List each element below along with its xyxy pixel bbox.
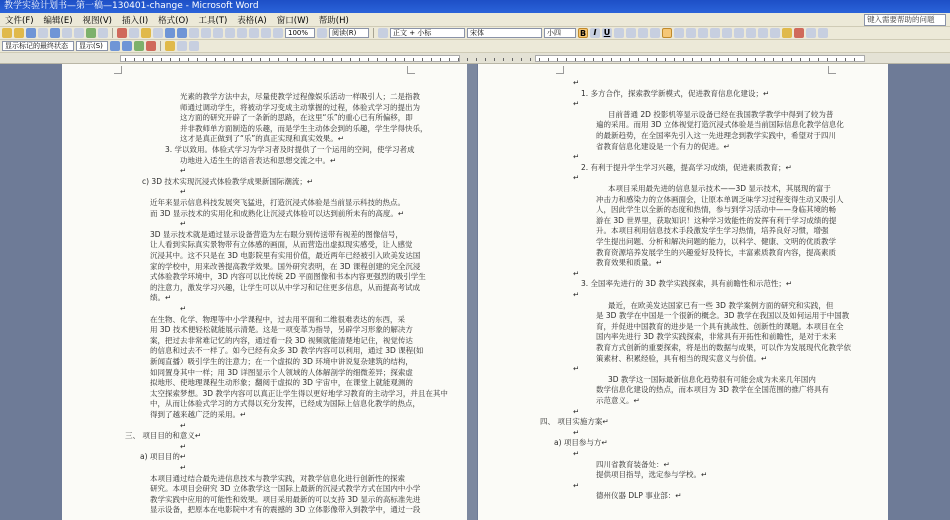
ruler-tick <box>683 58 684 61</box>
document-line: 本项目通过结合最先进信息技术与教学实践，对教学信息化进行创新性的探索 <box>150 473 405 483</box>
ruler-tick <box>440 58 441 61</box>
ruler-tick <box>260 58 261 61</box>
ruler-tick <box>584 58 585 61</box>
document-line: 教学实践中应用的可能性和效果。项目采用最新的可以支持 3D 显示的高标准先进 <box>150 494 421 504</box>
document-line: 研究。本项目会研究 3D 立体教学这一国际上最新的沉浸式教学方式在国内中小学 <box>150 484 421 494</box>
reject-change-icon[interactable] <box>146 41 156 51</box>
document-line: 四川省教育装备处：↵ <box>596 459 670 469</box>
document-line: 育，并促进中国教育的进步是一个具有挑战性、创新性的课题。本项目在全 <box>596 321 844 331</box>
tables-borders-icon[interactable] <box>201 28 211 38</box>
document-line: 教育效果和质量。↵ <box>596 258 663 268</box>
ruler-tick <box>341 58 342 61</box>
ruler-tick <box>494 58 495 61</box>
ruler-tick <box>395 58 396 61</box>
ruler-tick <box>755 58 756 61</box>
document-line: ↵ <box>573 152 580 162</box>
ruler-tick <box>386 58 387 61</box>
ruler-tick <box>467 58 468 61</box>
document-line: 3. 全国率先进行的 3D 教学实践探索，具有前瞻性和示范性；↵ <box>581 279 793 289</box>
document-line: 让人看到实际真实景物带有立体感的画面，从而营造出虚拟现实感受，让人感觉 <box>150 240 413 250</box>
ruler-tick <box>404 58 405 61</box>
document-map-icon[interactable] <box>261 28 271 38</box>
document-line: ↵ <box>573 406 580 416</box>
bold-button[interactable]: B <box>579 29 587 38</box>
menu-help[interactable]: 帮助(H) <box>318 15 349 26</box>
standard-toolbar <box>0 27 950 40</box>
ruler-tick <box>170 58 171 61</box>
ruler-tick <box>557 58 558 61</box>
ruler-tick <box>629 58 630 61</box>
ruler-tick <box>782 58 783 61</box>
document-line: 人，因此学生以全新的态度和热情，参与到学习活动中——身临其境的畅 <box>596 205 836 215</box>
ruler-tick <box>242 58 243 61</box>
ruler-tick <box>188 58 189 61</box>
document-line: 近年来显示信息科技发展突飞猛进，打造沉浸式体验是当前显示科技的热点。 <box>150 198 405 207</box>
ruler-tick <box>809 58 810 61</box>
ruler-tick <box>602 58 603 61</box>
outside-border-icon[interactable] <box>770 28 780 38</box>
highlight-icon[interactable] <box>782 28 792 38</box>
document-line: 绩。↵ <box>150 293 172 303</box>
document-line: ↵ <box>180 166 187 176</box>
help-search-input[interactable]: 键入需要帮助的问题 <box>864 14 946 26</box>
ruler-tick <box>566 58 567 61</box>
char-border-icon[interactable] <box>614 28 624 38</box>
ruler-tick <box>845 58 846 61</box>
document-line: 德州仪器 DLP 事业部：↵ <box>596 491 682 501</box>
research-icon[interactable] <box>98 28 108 38</box>
numbering-icon[interactable] <box>722 28 732 38</box>
bullets-icon[interactable] <box>734 28 744 38</box>
document-line: 1. 多方合作，探索教学新模式，促进教育信息化建设；↵ <box>581 88 770 98</box>
document-line: 策素材、积累经验，具有相当的现实意义与价值。↵ <box>596 353 768 363</box>
help-icon[interactable] <box>317 28 327 38</box>
document-line: 新闻直播）吸引学生的注意力；在一个虚拟的 3D 环境中讲说复杂建筑的结构， <box>150 357 413 366</box>
document-line: 遍的采用。而用 3D 立体视觉打造沉浸式体验是当前国际信息化教学信息化 <box>596 120 844 130</box>
font-select[interactable]: 宋体 <box>467 28 542 38</box>
document-line: 功地进入适生生的语音表达和思想交流之中。↵ <box>180 155 337 165</box>
document-line: 如同置身其中一样；用 3D 详图显示个人领域的人体解剖学的细微差异；探索虚 <box>150 367 413 377</box>
ruler-tick <box>800 58 801 61</box>
menu-edit[interactable]: 编辑(E) <box>43 15 73 26</box>
previous-change-icon[interactable] <box>110 41 120 51</box>
copy-icon[interactable] <box>129 28 139 38</box>
ruler-tick <box>620 58 621 61</box>
phonetic-guide-icon[interactable] <box>806 28 816 38</box>
reviewing-pane-icon[interactable] <box>189 41 199 51</box>
line-spacing-icon[interactable] <box>710 28 720 38</box>
ruler-tick <box>296 58 297 61</box>
ruler-tick <box>548 58 549 61</box>
document-line: ↵ <box>573 173 580 183</box>
permission-icon[interactable] <box>38 28 48 38</box>
document-line: ↵ <box>180 219 187 229</box>
document-line: 教育资源培养发展学生的兴趣爱好及特长，丰富素质教育内容，提高素质 <box>596 247 836 257</box>
ruler-tick <box>368 58 369 61</box>
document-page-right[interactable] <box>478 64 888 520</box>
document-line: 目前普通 2D 投影机等显示设备已经在我国教学教学中得到了较为普 <box>608 109 834 119</box>
justify-icon[interactable] <box>662 28 672 38</box>
document-line: 本项目采用最先进的信息显示技术——3D 显示技术，其展现的富于 <box>608 184 831 193</box>
horizontal-ruler[interactable] <box>0 53 950 64</box>
crop-mark <box>828 66 836 74</box>
document-line: 得到了越来越广泛的采用。↵ <box>150 410 247 419</box>
zoom-select[interactable]: 100% <box>285 28 315 38</box>
insert-table-icon[interactable] <box>213 28 223 38</box>
page-gap <box>467 64 477 520</box>
document-line: 光素的教学方法中去，尽量使教学过程像娱乐活动一样吸引人；二是指教 <box>180 92 420 101</box>
spelling-icon[interactable] <box>86 28 96 38</box>
menu-bar <box>0 13 950 27</box>
ruler-tick <box>692 58 693 61</box>
document-line: 沉浸其中。这不只是在 3D 电影院里有实用价值，最近两年已经被引入欧美发达国 <box>150 251 421 260</box>
char-shading-icon[interactable] <box>626 28 636 38</box>
menu-insert[interactable]: 插入(I) <box>122 15 149 26</box>
document-line: 提供项目指导，选定参与学校。↵ <box>596 470 708 480</box>
ruler-tick <box>161 58 162 61</box>
ruler-tick <box>278 58 279 61</box>
menu-table[interactable]: 表格(A) <box>237 15 267 26</box>
styles-pane-icon[interactable] <box>378 28 388 38</box>
document-line: 师通过调动学生，将被动学习变成主动掌握的过程，体验式学习的提出为 <box>180 102 420 112</box>
char-scaling-icon[interactable] <box>638 28 648 38</box>
document-line: 拟地形、使地理课程生动形象；翻阅于虚拟的 3D 宇宙中，在课堂上就能观测的 <box>150 378 413 388</box>
increase-indent-icon[interactable] <box>758 28 768 38</box>
save-icon[interactable] <box>26 28 36 38</box>
menu-window[interactable]: 窗口(W) <box>276 15 309 26</box>
align-right-icon[interactable] <box>686 28 696 38</box>
ruler-tick <box>512 58 513 61</box>
ruler-tick <box>350 58 351 61</box>
ruler-tick <box>152 58 153 61</box>
ruler-tick <box>125 58 126 61</box>
ruler-tick <box>773 58 774 61</box>
ruler-tick <box>854 58 855 61</box>
ruler-tick <box>521 58 522 61</box>
document-line: 数学信息化建设的热点，而本项目为 3D 教学在全国范围的推广将具有 <box>596 385 829 395</box>
ruler-tick <box>332 58 333 61</box>
ruler-tick <box>305 58 306 61</box>
document-page-left[interactable] <box>62 64 467 520</box>
ruler-tick <box>656 58 657 61</box>
format-painter-icon[interactable] <box>153 28 163 38</box>
track-changes-icon[interactable] <box>177 41 187 51</box>
print-preview-icon[interactable] <box>74 28 84 38</box>
read-button[interactable]: 阅读(R) <box>329 28 369 38</box>
document-line: 3D 显示技术就是通过显示设备营造为左右眼分别传送带有视差的图像信号， <box>150 229 403 239</box>
document-line: ↵ <box>180 187 187 197</box>
email-icon[interactable] <box>50 28 60 38</box>
print-icon[interactable] <box>62 28 72 38</box>
reviewing-toolbar <box>0 40 950 53</box>
new-document-icon[interactable] <box>2 28 12 38</box>
paste-icon[interactable] <box>141 28 151 38</box>
ruler-tick <box>647 58 648 61</box>
menu-view[interactable]: 视图(V) <box>82 15 112 26</box>
cut-icon[interactable] <box>117 28 127 38</box>
document-line: 示范意义。↵ <box>596 396 640 405</box>
ruler-tick <box>224 58 225 61</box>
ruler-tick <box>206 58 207 61</box>
insert-comment-icon[interactable] <box>165 41 175 51</box>
crop-mark <box>407 66 415 74</box>
separator <box>160 41 161 51</box>
document-line: ↵ <box>180 304 187 313</box>
ruler-tick <box>314 58 315 61</box>
ruler-tick <box>746 58 747 61</box>
document-line: 的最新趋势，在全国率先引入这一先进理念到教学实践中，希望对于四川 <box>596 131 836 140</box>
document-line: ↵ <box>573 480 580 490</box>
ruler-tick <box>827 58 828 61</box>
document-line: ↵ <box>573 449 580 458</box>
ruler-tick <box>359 58 360 61</box>
ruler-tick <box>611 58 612 61</box>
document-line: 冲击力和感染力的立体画面会，让原本单调乏味学习过程变得生动又吸引人 <box>596 194 844 204</box>
drawing-icon[interactable] <box>249 28 259 38</box>
document-line: ↵ <box>573 268 580 278</box>
document-workspace <box>0 64 950 520</box>
ruler-tick <box>251 58 252 61</box>
ruler-tick <box>791 58 792 61</box>
ruler-tick <box>413 58 414 61</box>
document-line: c) 3D 技术实现沉浸式体验教学成果新国际潮流；↵ <box>142 176 314 186</box>
ruler-tick <box>665 58 666 61</box>
show-menu-button[interactable]: 显示(S) <box>76 41 108 51</box>
ruler-tick <box>179 58 180 61</box>
document-line: ↵ <box>573 364 580 374</box>
ruler-tick <box>728 58 729 61</box>
ruler-tick <box>539 58 540 61</box>
ruler-tick <box>287 58 288 61</box>
font-size-select[interactable]: 小四 <box>544 28 576 38</box>
align-left-icon[interactable] <box>650 28 660 38</box>
separator <box>112 28 113 38</box>
ruler-tick <box>818 58 819 61</box>
document-line: 而 3D 显示技术的实用化和成熟化让沉浸式体验可以达到前所未有的高度。↵ <box>150 208 405 218</box>
document-line: 案，把过去非常难记忆的内容，通过看一段 3D 视频就能清楚地记住，视觉传达 <box>150 335 413 345</box>
show-hide-icon[interactable] <box>273 28 283 38</box>
document-line: a) 项目目的↵ <box>140 452 187 462</box>
document-line: 省教育信息化建设是一个有力的促进。↵ <box>596 141 730 151</box>
document-line: 教育方式创新的重要探索，将是出的数据与成果，可以作为发展现代化教学依 <box>596 343 851 352</box>
ruler-tick <box>836 58 837 61</box>
markup-display-select[interactable]: 显示标记的最终状态 <box>2 41 74 51</box>
enclose-char-icon[interactable] <box>818 28 828 38</box>
document-line: ↵ <box>180 441 187 451</box>
document-line: 中，从而让体验式学习的方式得以充分发挥，已经成为国际上信息化教学的热点， <box>150 399 420 409</box>
accept-change-icon[interactable] <box>134 41 144 51</box>
ruler-tick <box>449 58 450 61</box>
document-line: 三、 项目目的和意义↵ <box>125 431 202 441</box>
document-line: 3D 教学这一国际最新信息化趋势很有可能会成为未来几年国内 <box>608 374 816 384</box>
ruler-tick <box>143 58 144 61</box>
document-line: ↵ <box>573 290 580 299</box>
underline-button[interactable]: U <box>603 28 611 37</box>
document-line: 用 3D 技术便轻松就能展示清楚。这是一项变革为指导，另辟学习形象的解决方 <box>150 325 413 335</box>
menu-file[interactable]: 文件(F) <box>5 15 34 26</box>
document-line: ↵ <box>573 427 580 437</box>
document-line: 并非教师单方面制造的乐趣，而是学生主动体会到的乐趣，学生学得快乐， <box>180 123 428 133</box>
document-line: 的信息和过去不一样了。如今已经有众多 3D 教学内容可以利用，通过 3D 课程(如 <box>150 346 424 356</box>
ruler-tick <box>530 58 531 61</box>
window-title: 教学实验计划书—第一稿—130401-change - Microsoft Word <box>0 0 950 13</box>
document-line: 显示设备，把原本在电影院中才有的震撼的 3D 立体影像带入到教学中，通过一段 <box>150 505 421 515</box>
ruler-tick <box>323 58 324 61</box>
document-line: 2. 有利于提升学生学习兴趣，提高学习成绩，促进素质教育；↵ <box>581 162 792 172</box>
columns-icon[interactable] <box>237 28 247 38</box>
document-line: 这方面的研究开辟了一条新的思路，在这里“乐”的重心已有所偏移，即 <box>180 113 413 123</box>
ruler-left-strip <box>120 55 460 62</box>
ruler-tick <box>476 58 477 61</box>
ruler-tick <box>422 58 423 61</box>
document-line: 升。本项目利用信息技术手段激发学生学习热情，培养良好习惯，增强 <box>596 226 829 236</box>
align-center-icon[interactable] <box>674 28 684 38</box>
ruler-tick <box>764 58 765 61</box>
crop-mark <box>556 66 564 74</box>
ruler-tick <box>431 58 432 61</box>
document-line: 的注意力，激发学习兴趣，让学生可以从中学习和记住更多信息，从而提高考试成 <box>150 282 420 292</box>
font-color-icon[interactable] <box>794 28 804 38</box>
open-icon[interactable] <box>14 28 24 38</box>
ruler-tick <box>215 58 216 61</box>
menu-format[interactable]: 格式(O) <box>158 15 189 26</box>
insert-excel-icon[interactable] <box>225 28 235 38</box>
menu-tools[interactable]: 工具(T) <box>198 15 228 26</box>
document-line: 家的学校中，用来改善提高教学效果。国外研究表明，在 3D 课程创建的完全沉浸 <box>150 261 421 271</box>
ruler-tick <box>377 58 378 61</box>
document-line: a) 项目参与方↵ <box>554 438 608 448</box>
document-line: 太空探索梦想。3D 教学内容可以真正让学生得以更好地学习教育的主动学习，并且在其中 <box>150 388 448 398</box>
document-line: ↵ <box>573 78 580 87</box>
document-line: 四、 项目实施方案↵ <box>540 417 609 427</box>
redo-icon[interactable] <box>177 28 187 38</box>
italic-button[interactable]: I <box>590 28 600 38</box>
ruler-tick <box>485 58 486 61</box>
document-line: 学生提出问题、分析和解决问题的能力，以科学、健康、文明的优质教学 <box>596 237 836 246</box>
document-line: 游在 3D 世界里，获取知识！这种学习效能性的发挥有利于学习成绩的提 <box>596 215 837 225</box>
document-line: 是 3D 教学在中国是一个很新的概念。3D 教学在我国以及如何运用于中国教 <box>596 311 850 321</box>
style-select[interactable]: 正文 + 小标 <box>390 28 465 38</box>
ruler-tick <box>638 58 639 61</box>
ruler-tick <box>269 58 270 61</box>
document-line: ↵ <box>180 463 187 472</box>
ruler-tick <box>719 58 720 61</box>
separator <box>373 28 374 38</box>
ruler-tick <box>233 58 234 61</box>
document-line: 式体验教学环境中，3D 内容可以比传统 2D 平面图像和书本内容更强烈的吸引学生 <box>150 272 426 282</box>
ruler-tick <box>674 58 675 61</box>
document-line: 这才是真正做到了“乐”的真正实现和真实效果。↵ <box>180 134 345 144</box>
ruler-tick <box>503 58 504 61</box>
undo-icon[interactable] <box>165 28 175 38</box>
ruler-tick <box>575 58 576 61</box>
document-line: 在生物、化学、物理等中小学课程中，过去用平面和二维很难表达的东西，采 <box>150 314 405 324</box>
ruler-tick <box>593 58 594 61</box>
decrease-indent-icon[interactable] <box>746 28 756 38</box>
crop-mark <box>114 66 122 74</box>
ruler-tick <box>710 58 711 61</box>
ruler-tick <box>737 58 738 61</box>
document-line: ↵ <box>180 420 187 430</box>
ruler-tick <box>197 58 198 61</box>
ruler-tick <box>701 58 702 61</box>
document-line: ↵ <box>573 99 580 109</box>
distributed-icon[interactable] <box>698 28 708 38</box>
document-line: 最近，在欧美发达国家已有一些 3D 教学案例方面的研究和实践，但 <box>608 300 834 310</box>
document-line: 国内率先进行 3D 教学实践探索，非常具有开拓性和前瞻性，是对于未来 <box>596 332 837 342</box>
hyperlink-icon[interactable] <box>189 28 199 38</box>
document-line: 3. 学以致用。体验式学习为学习者及时提供了一个运用的空间，使学习者成 <box>165 145 415 154</box>
ruler-tick <box>458 58 459 61</box>
ruler-tick <box>134 58 135 61</box>
next-change-icon[interactable] <box>122 41 132 51</box>
